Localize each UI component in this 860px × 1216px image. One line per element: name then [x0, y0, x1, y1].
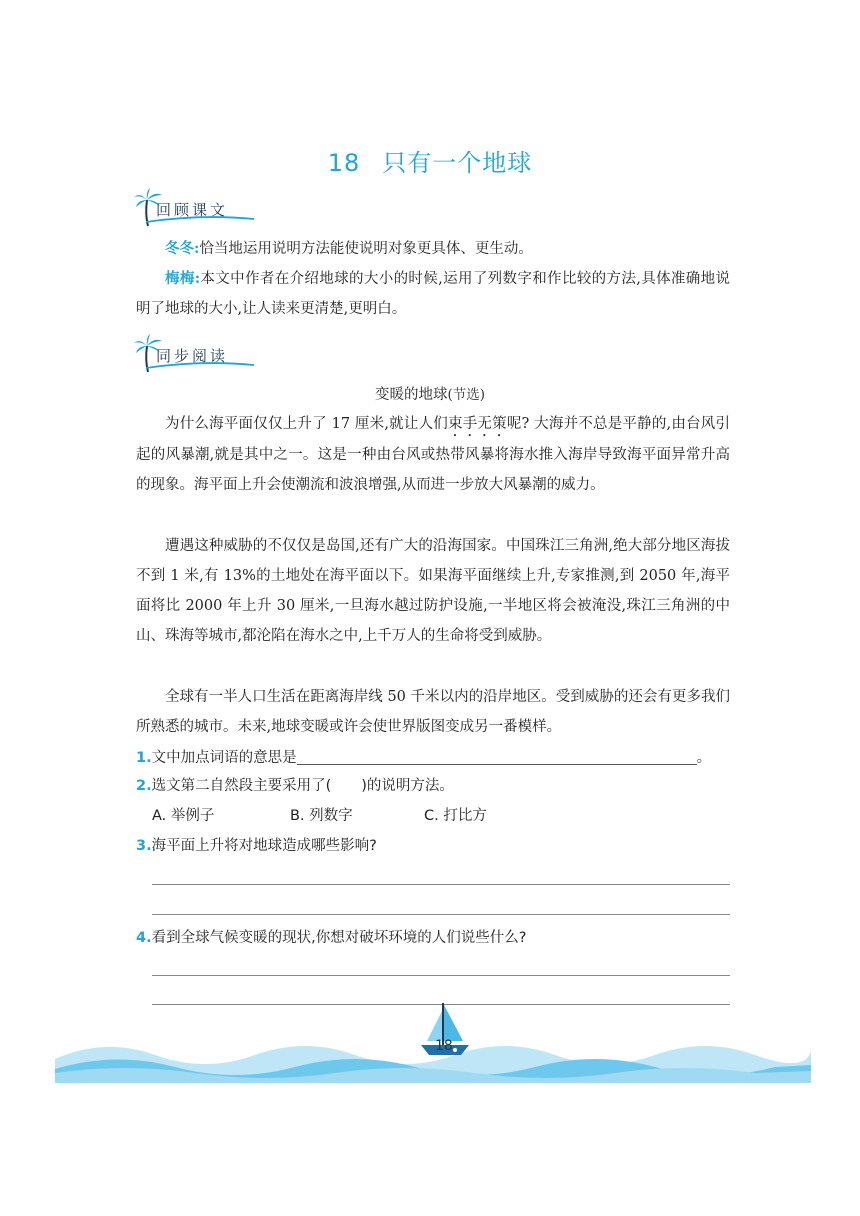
review-text-2: 本文中作者在介绍地球的大小的时候,运用了列数字和作比较的方法,具体准确地说明了地球的大小,让人读来更清楚,更明白。: [136, 271, 731, 317]
question-text-before: 选文第二自然段主要采用了(: [151, 778, 332, 794]
question-number: 4.: [136, 930, 152, 946]
review-line-1: [136, 234, 730, 264]
p1-after: 呢? 大海并不总是平静的,由台风引起的风暴潮,就是其中之一。这是一种由台风或热带风暴将海水推入海岸导致海平面异常升高的现象。海平面上升会使潮流和波浪增强,从而进一步放大风暴潮的威力。: [136, 416, 730, 493]
question-number: 2.: [136, 778, 152, 794]
excerpt-title-text: 变暖的地球: [374, 387, 448, 403]
answer-options: [152, 804, 487, 825]
question-text-after: )的说明方法。: [361, 778, 454, 794]
question-1: [136, 746, 736, 770]
speaker-dongdong: 冬冬:: [165, 240, 200, 257]
excerpt-title: [0, 383, 860, 404]
dotted-phrase: 束手无策: [448, 416, 507, 432]
review-text-1: 恰当地运用说明方法能使说明对象更具体、更生动。: [199, 241, 533, 257]
answer-line[interactable]: [152, 884, 730, 885]
question-text: 海平面上升将对地球造成哪些影响?: [151, 838, 377, 854]
lesson-name: 只有一个地球: [382, 149, 533, 177]
excerpt-paragraph-2: 遭遇这种威胁的不仅仅是岛国,还有广大的沿海国家。中国珠江三角洲,绝大部分地区海拔不到 1 米,有 13%的土地处在海平面以下。如果海平面继续上升,专家推测,到 2050 年,海平面将比 2000 年上升 30 厘米,一旦海水越过防护设施,一半地区将会被淹没,珠江三角洲的中山、珠海等城市,都沦陷在海水之中,上千万人的生命将受到威胁。: [136, 538, 730, 644]
p1-before: 为什么海平面仅仅上升了 17 厘米,就让人们: [165, 416, 448, 432]
section-label-reading: 同步阅读: [156, 347, 229, 365]
question-3: [136, 834, 736, 858]
review-line-2: [136, 264, 730, 324]
section-header-review: [134, 188, 264, 228]
option-a[interactable]: A. 举例子: [152, 808, 215, 824]
lesson-title: [0, 143, 860, 178]
excerpt-paragraph-1: [136, 409, 730, 500]
question-text: 看到全球气候变暖的现状,你想对破坏环境的人们说些什么?: [151, 930, 527, 946]
excerpt-subtitle: (节选): [447, 387, 486, 403]
option-b[interactable]: B. 列数字: [290, 808, 353, 824]
underline-swoosh: [146, 362, 256, 372]
question-2: [136, 774, 736, 798]
lesson-number: 18: [327, 149, 361, 177]
answer-line[interactable]: [152, 975, 730, 976]
excerpt-paragraph-3: 全球有一半人口生活在距离海岸线 50 千米以内的沿岸地区。受到威胁的还会有更多我们所熟悉的城市。未来,地球变暖或许会使世界版图变成另一番模样。: [136, 689, 730, 735]
wave-footer: [55, 1015, 811, 1085]
underline-swoosh: [146, 216, 256, 226]
speaker-meimei: 梅梅:: [165, 270, 201, 287]
question-number: 1.: [136, 750, 152, 766]
page-number: 18: [435, 1038, 453, 1054]
question-text: 文中加点词语的意思是: [151, 750, 297, 766]
section-header-reading: [134, 334, 264, 374]
question-number: 3.: [136, 838, 152, 854]
question-4: [136, 926, 736, 950]
question-end: 。: [696, 750, 712, 766]
answer-line[interactable]: [152, 914, 730, 915]
option-c[interactable]: C. 打比方: [424, 808, 487, 824]
section-label-review: 回顾课文: [156, 201, 229, 219]
answer-blank[interactable]: [297, 748, 697, 765]
